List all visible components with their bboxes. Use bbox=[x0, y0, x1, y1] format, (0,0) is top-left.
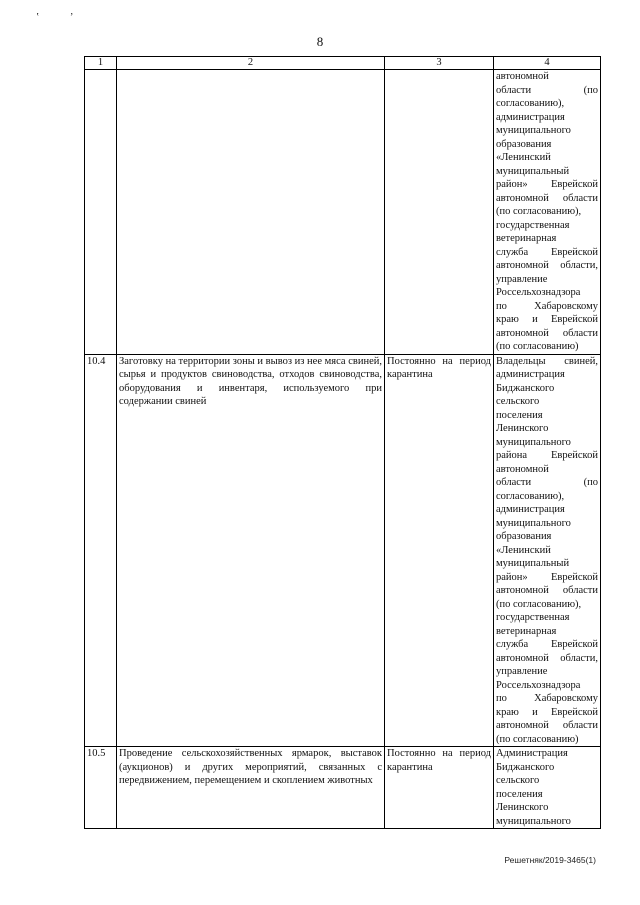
responsible-line: области (по bbox=[496, 477, 598, 488]
header-col-2: 2 bbox=[117, 57, 385, 70]
responsible-line: Россельхознадзора bbox=[496, 287, 581, 298]
table-row-10-4 bbox=[85, 354, 601, 747]
responsible-line: Биджанского bbox=[496, 761, 555, 773]
header-col-1: 1 bbox=[85, 57, 117, 70]
responsible-line: по Хабаровскому bbox=[496, 300, 598, 312]
responsible-line: служба Еврейской bbox=[496, 246, 598, 258]
responsible-line: автономной области bbox=[496, 585, 598, 596]
responsible-line: государственная bbox=[496, 612, 570, 623]
responsible-line: муниципального bbox=[496, 815, 571, 827]
responsible-line: области (по bbox=[496, 84, 598, 96]
responsible-line: «Ленинский bbox=[496, 152, 551, 163]
responsible-line: управление bbox=[496, 666, 548, 677]
responsible-line: (по согласованию) bbox=[496, 733, 579, 745]
responsible-line: согласованию), bbox=[496, 490, 565, 502]
responsible-line: государственная bbox=[496, 219, 570, 231]
responsible-line: муниципальный bbox=[496, 165, 570, 177]
responsible-line: Владельцы свиней, bbox=[496, 355, 598, 367]
responsible-line: муниципального bbox=[496, 125, 571, 136]
row-10-5-term: Постоянно на период карантина bbox=[385, 747, 494, 829]
responsible-line: автономной области bbox=[496, 720, 598, 731]
responsible-line: автономной области, bbox=[496, 260, 598, 271]
row-cont-num bbox=[85, 70, 117, 355]
responsible-line: (по согласованию), bbox=[496, 598, 582, 610]
responsible-line: образования bbox=[496, 138, 552, 150]
responsible-line: администрация bbox=[496, 111, 565, 123]
responsible-line: краю и Еврейской bbox=[496, 706, 598, 718]
page-number: 8 bbox=[316, 34, 324, 49]
responsible-line: (по согласованию), bbox=[496, 206, 582, 217]
row-10-4-num: 10.4 bbox=[85, 354, 117, 747]
row-10-5-num: 10.5 bbox=[85, 747, 117, 829]
responsible-line: автономной области bbox=[496, 192, 598, 204]
row-cont-term bbox=[385, 70, 494, 355]
responsible-line: район» Еврейской bbox=[496, 571, 598, 583]
responsible-line: ветеринарная bbox=[496, 625, 557, 637]
row-cont-measure bbox=[117, 70, 385, 355]
header-col-3: 3 bbox=[385, 57, 494, 70]
responsible-line: Ленинского bbox=[496, 423, 549, 434]
responsible-line: по Хабаровскому bbox=[496, 693, 598, 704]
responsible-line: автономной области bbox=[496, 327, 598, 339]
table-header-row bbox=[85, 57, 601, 70]
responsible-line: сельского bbox=[496, 396, 540, 407]
responsible-line: Россельхознадзора bbox=[496, 679, 581, 691]
responsible-line: администрация bbox=[496, 504, 565, 515]
table-row-continuation bbox=[85, 70, 601, 355]
header-col-4: 4 bbox=[494, 57, 601, 70]
responsible-line: образования bbox=[496, 531, 552, 542]
row-10-5-responsible bbox=[494, 747, 601, 829]
scan-mark-left: ʽ bbox=[36, 12, 40, 23]
scan-mark-right: ʼ bbox=[70, 12, 74, 23]
responsible-line: поселения bbox=[496, 788, 543, 800]
responsible-line: Биджанского bbox=[496, 382, 555, 394]
responsible-line: служба Еврейской bbox=[496, 639, 598, 650]
table-row-10-5 bbox=[85, 747, 601, 829]
responsible-line: «Ленинский bbox=[496, 544, 551, 556]
responsible-line: автономной bbox=[496, 71, 549, 82]
responsible-line: район» Еврейской bbox=[496, 179, 598, 190]
responsible-line: Администрация bbox=[496, 748, 568, 759]
row-10-4-responsible bbox=[494, 354, 601, 747]
responsible-line: автономной bbox=[496, 463, 549, 475]
responsible-line: района Еврейской bbox=[496, 450, 598, 461]
responsible-line: Ленинского bbox=[496, 802, 549, 813]
responsible-line: управление bbox=[496, 273, 548, 285]
row-10-5-measure: Проведение сельскохозяйственных ярмарок, выставок (аукционов) и других мероприятий, связанных с передвижением, перемещением и скоплением животных bbox=[117, 747, 385, 829]
responsible-line: сельского bbox=[496, 775, 540, 786]
responsible-line: муниципального bbox=[496, 436, 571, 448]
responsible-line: автономной области, bbox=[496, 652, 598, 664]
responsible-line: муниципальный bbox=[496, 558, 570, 569]
responsible-line: (по согласованию) bbox=[496, 341, 579, 352]
row-10-4-measure: Заготовку на территории зоны и вывоз из нее мяса свиней, сырья и продуктов свиноводства, отходов свиноводства, оборудования и инвентаря, используемого при содержании свиней bbox=[117, 354, 385, 747]
responsible-line: поселения bbox=[496, 409, 543, 421]
responsible-line: администрация bbox=[496, 369, 565, 380]
row-10-4-term: Постоянно на период карантина bbox=[385, 354, 494, 747]
row-cont-responsible bbox=[494, 70, 601, 355]
responsible-line: краю и Еврейской bbox=[496, 314, 598, 325]
responsible-line: согласованию), bbox=[496, 98, 565, 109]
responsible-line: ветеринарная bbox=[496, 233, 557, 244]
measures-table bbox=[84, 56, 601, 829]
responsible-line: муниципального bbox=[496, 517, 571, 529]
document-footer-code: Решетняк/2019-3465(1) bbox=[504, 855, 596, 865]
